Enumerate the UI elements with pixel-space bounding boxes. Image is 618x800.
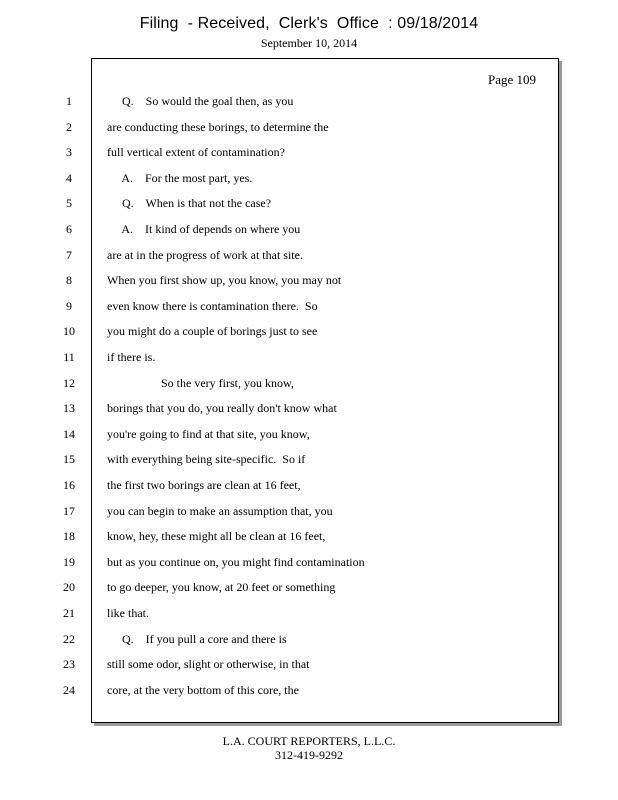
transcript-line: A. For the most part, yes. [107,171,253,185]
filing-stamp: Filing - Received, Clerk's Office : 09/18/2014 [139,15,479,32]
line-number: 9 [66,299,72,313]
line-number: 17 [63,504,75,518]
footer-company: L.A. COURT REPORTERS, L.L.C. [222,734,396,748]
line-number: 2 [66,120,72,134]
page-number: Page 109 [487,72,536,87]
line-number: 21 [63,606,75,620]
transcript-line: Q. So would the goal then, as you [107,94,294,108]
line-number: 13 [63,401,75,415]
transcript-date: September 10, 2014 [260,36,358,50]
transcript-line: to go deeper, you know, at 20 feet or something [107,580,336,594]
line-number: 6 [66,222,72,236]
line-number: 1 [66,94,72,108]
transcript-line: know, hey, these might all be clean at 16 feet, [107,529,326,543]
transcript-line: but as you continue on, you might find contamination [107,555,365,569]
transcript-line: borings that you do, you really don't know what [107,401,337,415]
transcript-line: A. It kind of depends on where you [107,222,301,236]
footer-phone: 312-419-9292 [275,748,343,762]
transcript-line: with everything being site-specific. So if [107,452,306,466]
line-number: 5 [66,196,72,210]
line-number: 16 [63,478,75,492]
transcript-line: So the very first, you know, [107,376,294,390]
line-number: 15 [63,452,75,466]
line-number: 14 [63,427,75,441]
line-number: 3 [66,145,72,159]
transcript-line: you can begin to make an assumption that, you [107,504,333,518]
transcript-line: like that. [107,606,149,620]
line-number: 18 [63,529,75,543]
transcript-line: even know there is contamination there. So [107,299,318,313]
transcript-line: still some odor, slight or otherwise, in that [107,657,310,671]
line-number: 8 [66,273,72,287]
transcript-line: When you first show up, you know, you may not [107,273,342,287]
transcript-line: are at in the progress of work at that site. [107,248,303,262]
line-number: 7 [66,248,72,262]
line-number: 10 [63,324,75,338]
transcript-line: you're going to find at that site, you know, [107,427,310,441]
transcript-line: if there is. [107,350,156,364]
transcript-line: core, at the very bottom of this core, the [107,683,299,697]
line-number: 4 [66,171,72,185]
transcript-line: full vertical extent of contamination? [107,145,285,159]
line-number: 12 [63,376,75,390]
line-number: 22 [63,632,75,646]
transcript-line: you might do a couple of borings just to see [107,324,318,338]
transcript-line: the first two borings are clean at 16 feet, [107,478,301,492]
line-number: 24 [63,683,75,697]
line-number: 11 [63,350,75,364]
transcript-line: Q. If you pull a core and there is [107,632,287,646]
transcript-line: Q. When is that not the case? [107,196,272,210]
line-number: 19 [63,555,75,569]
transcript-line: are conducting these borings, to determine the [107,120,329,134]
line-number: 23 [63,657,75,671]
line-number: 20 [63,580,75,594]
